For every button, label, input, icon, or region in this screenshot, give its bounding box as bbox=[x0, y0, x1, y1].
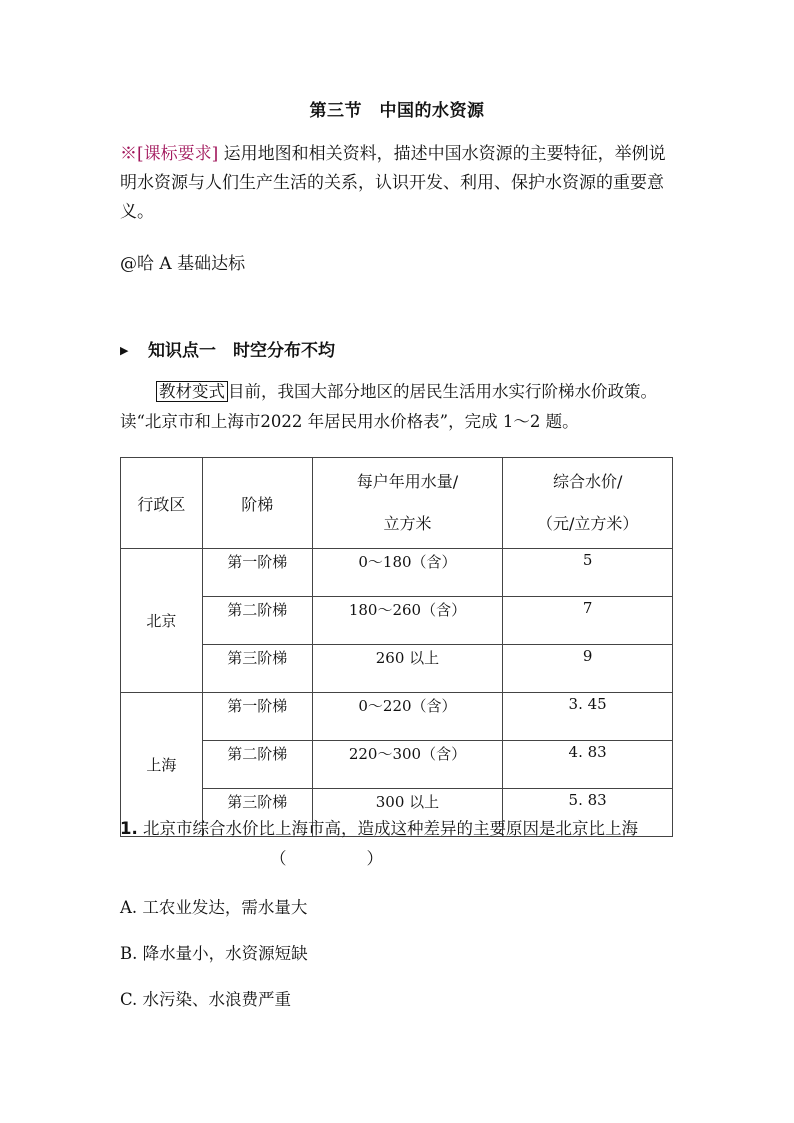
city-cell: 上海 bbox=[121, 693, 203, 837]
table-row bbox=[121, 693, 673, 741]
price-cell: 3. 45 bbox=[503, 693, 673, 741]
intro-text: 目前，我国大部分地区的居民生活用水实行阶梯水价政策。读“北京市和上海市2022 年居民用水价格表”，完成 1～2 题。 bbox=[120, 382, 657, 431]
volume-cell: 300 以上 bbox=[312, 789, 503, 837]
header-price-line1: 综合水价/ bbox=[552, 472, 623, 491]
header-volume-line1: 每户年用水量/ bbox=[356, 472, 459, 491]
question-number: 1. bbox=[120, 819, 138, 838]
requirement-text: 运用地图和相关资料，描述中国水资源的主要特征，举例说明水资源与人们生产生活的关系，认识开发、利用、保护水资源的重要意义。 bbox=[120, 144, 666, 222]
material-intro bbox=[120, 377, 680, 437]
table-row bbox=[121, 741, 673, 789]
header-price bbox=[503, 458, 673, 549]
option-c[interactable]: C. 水污染、水浪费严重 bbox=[120, 990, 292, 1009]
tier-cell: 第三阶梯 bbox=[202, 645, 312, 693]
question-1 bbox=[120, 814, 680, 874]
table-row bbox=[121, 549, 673, 597]
water-price-table bbox=[120, 457, 673, 837]
city-cell: 北京 bbox=[121, 549, 203, 693]
curriculum-requirement bbox=[120, 140, 680, 227]
volume-cell: 0～180（含） bbox=[312, 549, 503, 597]
header-region: 行政区 bbox=[121, 458, 203, 549]
tier-cell: 第三阶梯 bbox=[202, 789, 312, 837]
tier-cell: 第二阶梯 bbox=[202, 597, 312, 645]
triangle-marker-icon: ▶ bbox=[120, 344, 129, 357]
knowledge-point-label: 知识点一 时空分布不均 bbox=[148, 341, 335, 361]
question-stem: 北京市综合水价比上海市高，造成这种差异的主要原因是北京比上海 bbox=[143, 819, 638, 838]
table-row bbox=[121, 597, 673, 645]
option-a[interactable]: A. 工农业发达，需水量大 bbox=[120, 898, 308, 917]
price-cell: 5 bbox=[503, 549, 673, 597]
header-volume-line2: 立方米 bbox=[383, 514, 432, 533]
tier-cell: 第一阶梯 bbox=[202, 549, 312, 597]
volume-cell: 180～260（含） bbox=[312, 597, 503, 645]
volume-cell: 0～220（含） bbox=[312, 693, 503, 741]
table-row bbox=[121, 645, 673, 693]
price-cell: 4. 83 bbox=[503, 741, 673, 789]
volume-cell: 260 以上 bbox=[312, 645, 503, 693]
section-title: 第三节 中国的水资源 bbox=[309, 101, 485, 121]
header-tier: 阶梯 bbox=[202, 458, 312, 549]
price-cell: 7 bbox=[503, 597, 673, 645]
volume-cell: 220～300（含） bbox=[312, 741, 503, 789]
tier-cell: 第一阶梯 bbox=[202, 693, 312, 741]
price-cell: 5. 83 bbox=[503, 789, 673, 837]
tier-cell: 第二阶梯 bbox=[202, 741, 312, 789]
answer-blank[interactable]: （ ） bbox=[270, 849, 383, 868]
requirement-tag: ※[课标要求] bbox=[120, 144, 219, 164]
header-price-line2: （元/立方米） bbox=[536, 514, 639, 533]
table-header-row bbox=[121, 458, 673, 549]
header-volume bbox=[312, 458, 503, 549]
knowledge-point-heading bbox=[120, 336, 335, 361]
level-heading: @哈 A 基础达标 bbox=[120, 254, 246, 274]
price-cell: 9 bbox=[503, 645, 673, 693]
textbook-variant-tag: 教材变式 bbox=[156, 381, 228, 402]
option-b[interactable]: B. 降水量小，水资源短缺 bbox=[120, 944, 308, 963]
